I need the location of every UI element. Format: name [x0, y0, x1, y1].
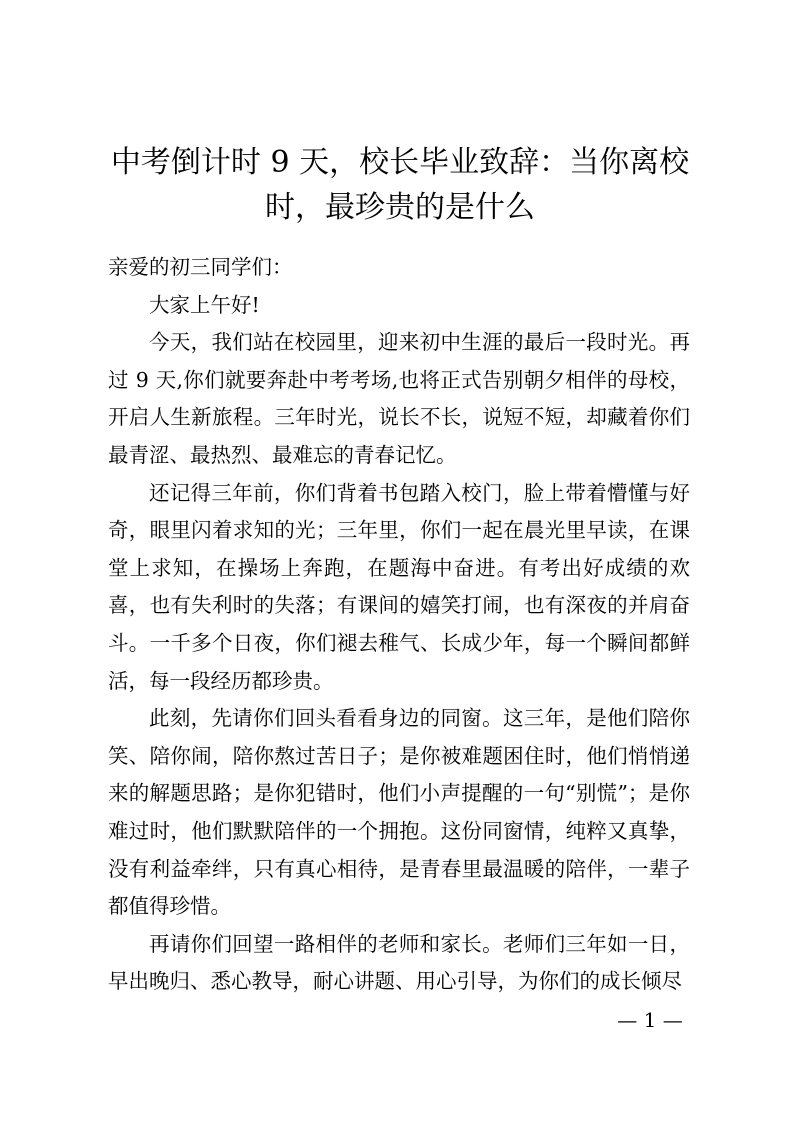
salutation: 亲爱的初三同学们： — [108, 255, 293, 279]
document-title: 中考倒计时 9 天，校长毕业致辞：当你离校时，最珍贵的是什么 — [110, 145, 690, 225]
document-body — [108, 249, 690, 1001]
paragraph-greeting: 大家上午好! — [149, 292, 260, 317]
paragraph-today: 今天，我们站在校园里，迎来初中生涯的最后一段时光。再过 9 天,你们就要奔赴中考考场,也将正式告别朝夕相伴的母校，开启人生新旅程。三年时光，说长不长，说短不短，却藏着你们最青涩、最热烈、最难忘的青春记忆。 — [108, 330, 690, 467]
page-number: — 1 — — [617, 1008, 683, 1032]
paragraph-teachers: 再请你们回望一路相伴的老师和家长。老师们三年如一日，早出晚归、悉心教导，耐心讲题、用心引导，为你们的成长倾尽 — [108, 931, 690, 994]
paragraph-classmates: 此刻，先请你们回头看看身边的同窗。这三年，是他们陪你笑、陪你闹，陪你熬过苦日子；是你被难题困住时，他们悄悄递来的解题思路；是你犯错时，他们小声提醒的一句“别慌”；是你难过时，他们默默陪伴的一个拥抱。这份同窗情，纯粹又真挚，没有利益牵绊，只有真心相待，是青春里最温暖的陪伴，一辈子都值得珍惜。 — [108, 706, 690, 919]
paragraph-memories: 还记得三年前，你们背着书包踏入校门，脸上带着懵懂与好奇，眼里闪着求知的光；三年里，你们一起在晨光里早读，在课堂上求知，在操场上奔跑，在题海中奋进。有考出好成绩的欢喜，也有失利时的失落；有课间的嬉笑打闹，也有深夜的并肩奋斗。一千多个日夜，你们褪去稚气、长成少年，每一个瞬间都鲜活，每一段经历都珍贵。 — [108, 480, 690, 693]
